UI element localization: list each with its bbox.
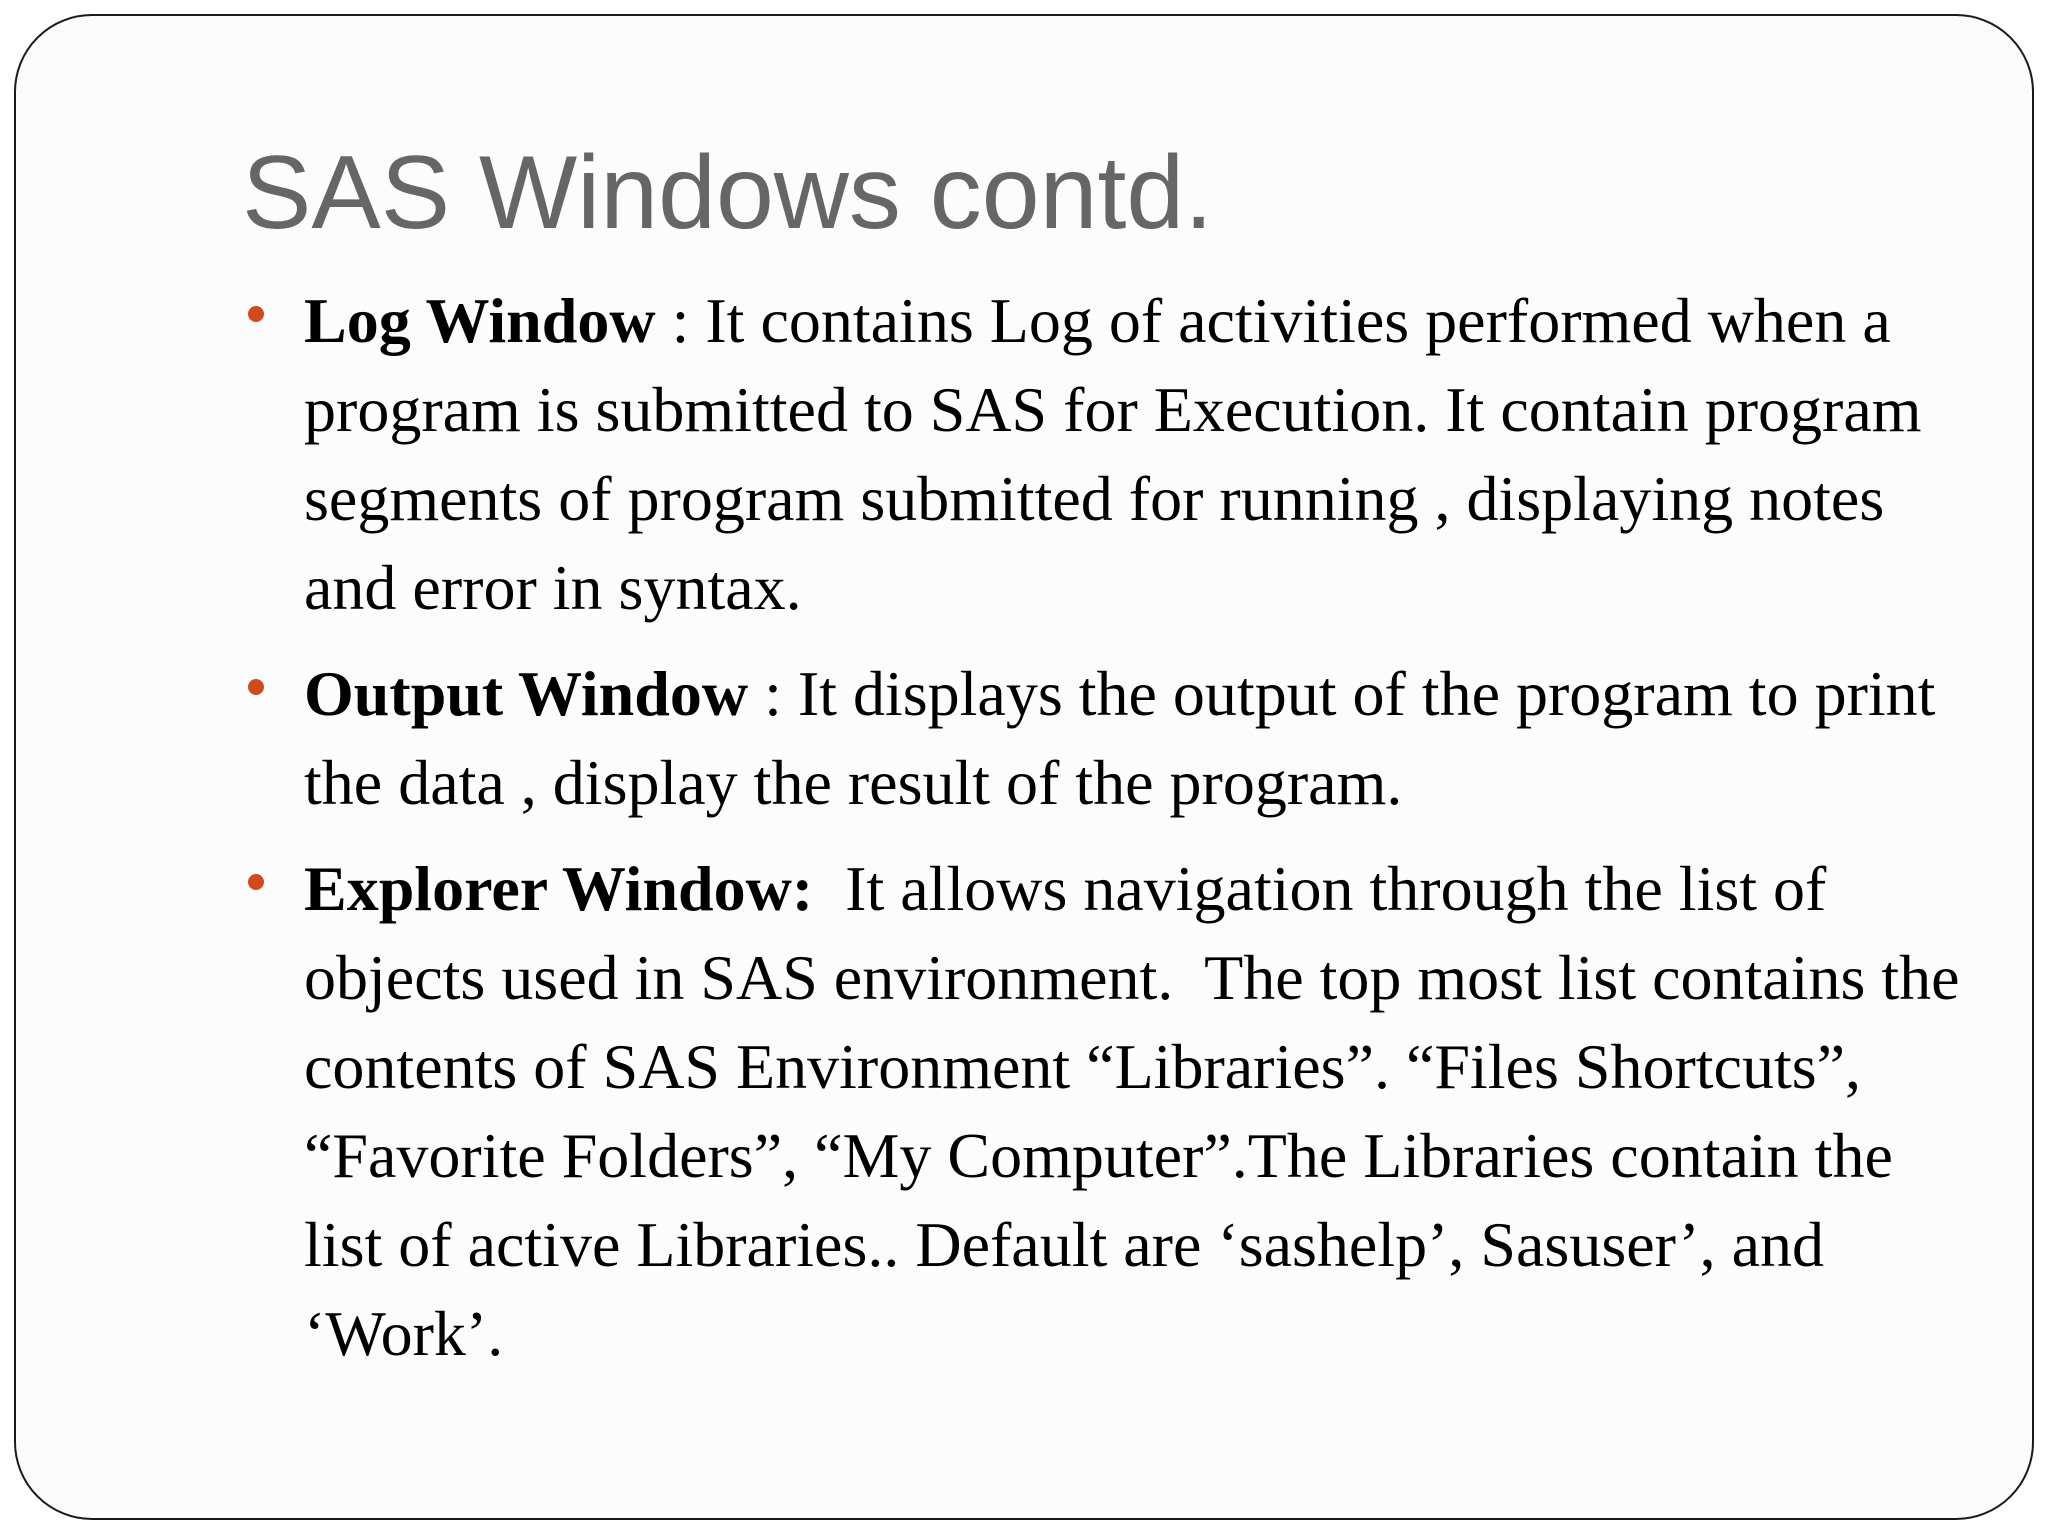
bullet-text: : It displays the output of the program to print the data , display the result of the program. [304, 658, 1952, 818]
bullet-dot-icon [248, 679, 264, 695]
bullet-list [244, 276, 1976, 1395]
bullet-item-log-window [244, 276, 1964, 632]
slide-title: SAS Windows contd. [242, 135, 1214, 251]
bullet-term: Log Window [304, 285, 656, 356]
bullet-text: It allows navigation through the list of objects used in SAS environment. The top most list contains the contents of SAS Environment “Libraries”. “Files Shortcuts”, “Favorite Folders”, “My Computer”.The Libraries contain the list of active Libraries.. Default are ‘sashelp’, Sasuser’, and ‘Work’. [304, 853, 1976, 1369]
bullet-dot-icon [248, 874, 264, 890]
slide-frame [14, 14, 2034, 1520]
bullet-dot-icon [248, 306, 264, 322]
bullet-text: : It contains Log of activities performed when a program is submitted to SAS for Execution. It contain program segments of program submitted for running , displaying notes and error in syntax. [304, 285, 1938, 623]
bullet-term: Output Window [304, 658, 749, 729]
bullet-term: Explorer Window: [304, 853, 814, 924]
bullet-item-output-window [244, 649, 1964, 827]
bullet-item-explorer-window [244, 844, 1976, 1378]
